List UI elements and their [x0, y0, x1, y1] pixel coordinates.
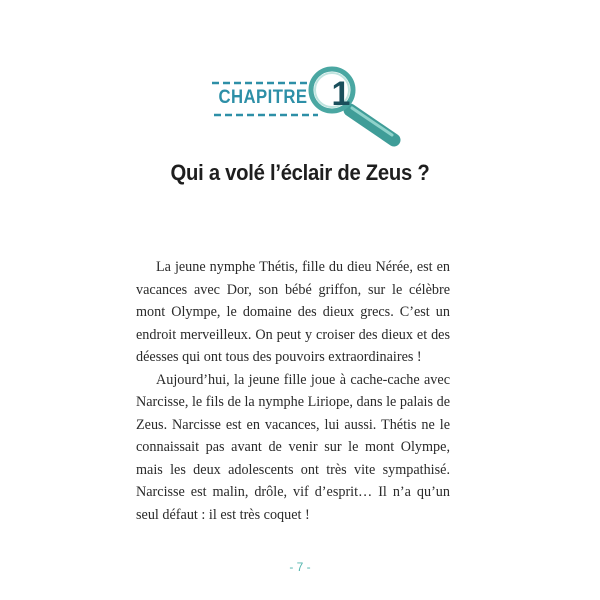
body-text [136, 256, 450, 526]
page-number: - 7 - [289, 560, 311, 574]
chapter-number: 1 [331, 75, 351, 113]
chapter-title: Qui a volé l’éclair de Zeus ? [170, 160, 430, 185]
chapter-badge [212, 66, 402, 150]
chapter-label: CHAPITRE [218, 87, 308, 108]
paragraph: La jeune nymphe Thétis, fille du dieu Nérée, est en vacances avec Dor, son bébé griffon, sur le célèbre mont Olympe, le domaine des dieux grecs. C’est un endroit merveilleux. On peut y croiser des dieux et des déesses qui ont tous des pouvoirs extraordinaires ! [136, 259, 450, 365]
paragraph: Aujourd’hui, la jeune fille joue à cache-cache avec Narcisse, le fils de la nymphe Liriope, dans le palais de Zeus. Narcisse est en vacances, lui aussi. Thétis ne le connaissait pas avant de venir sur le mont Olympe, mais les deux adolescents ont très vite sympathisé. Narcisse est malin, drôle, vif d’esprit… Il n’a qu’un seul défaut : il est très coquet ! [136, 371, 450, 523]
